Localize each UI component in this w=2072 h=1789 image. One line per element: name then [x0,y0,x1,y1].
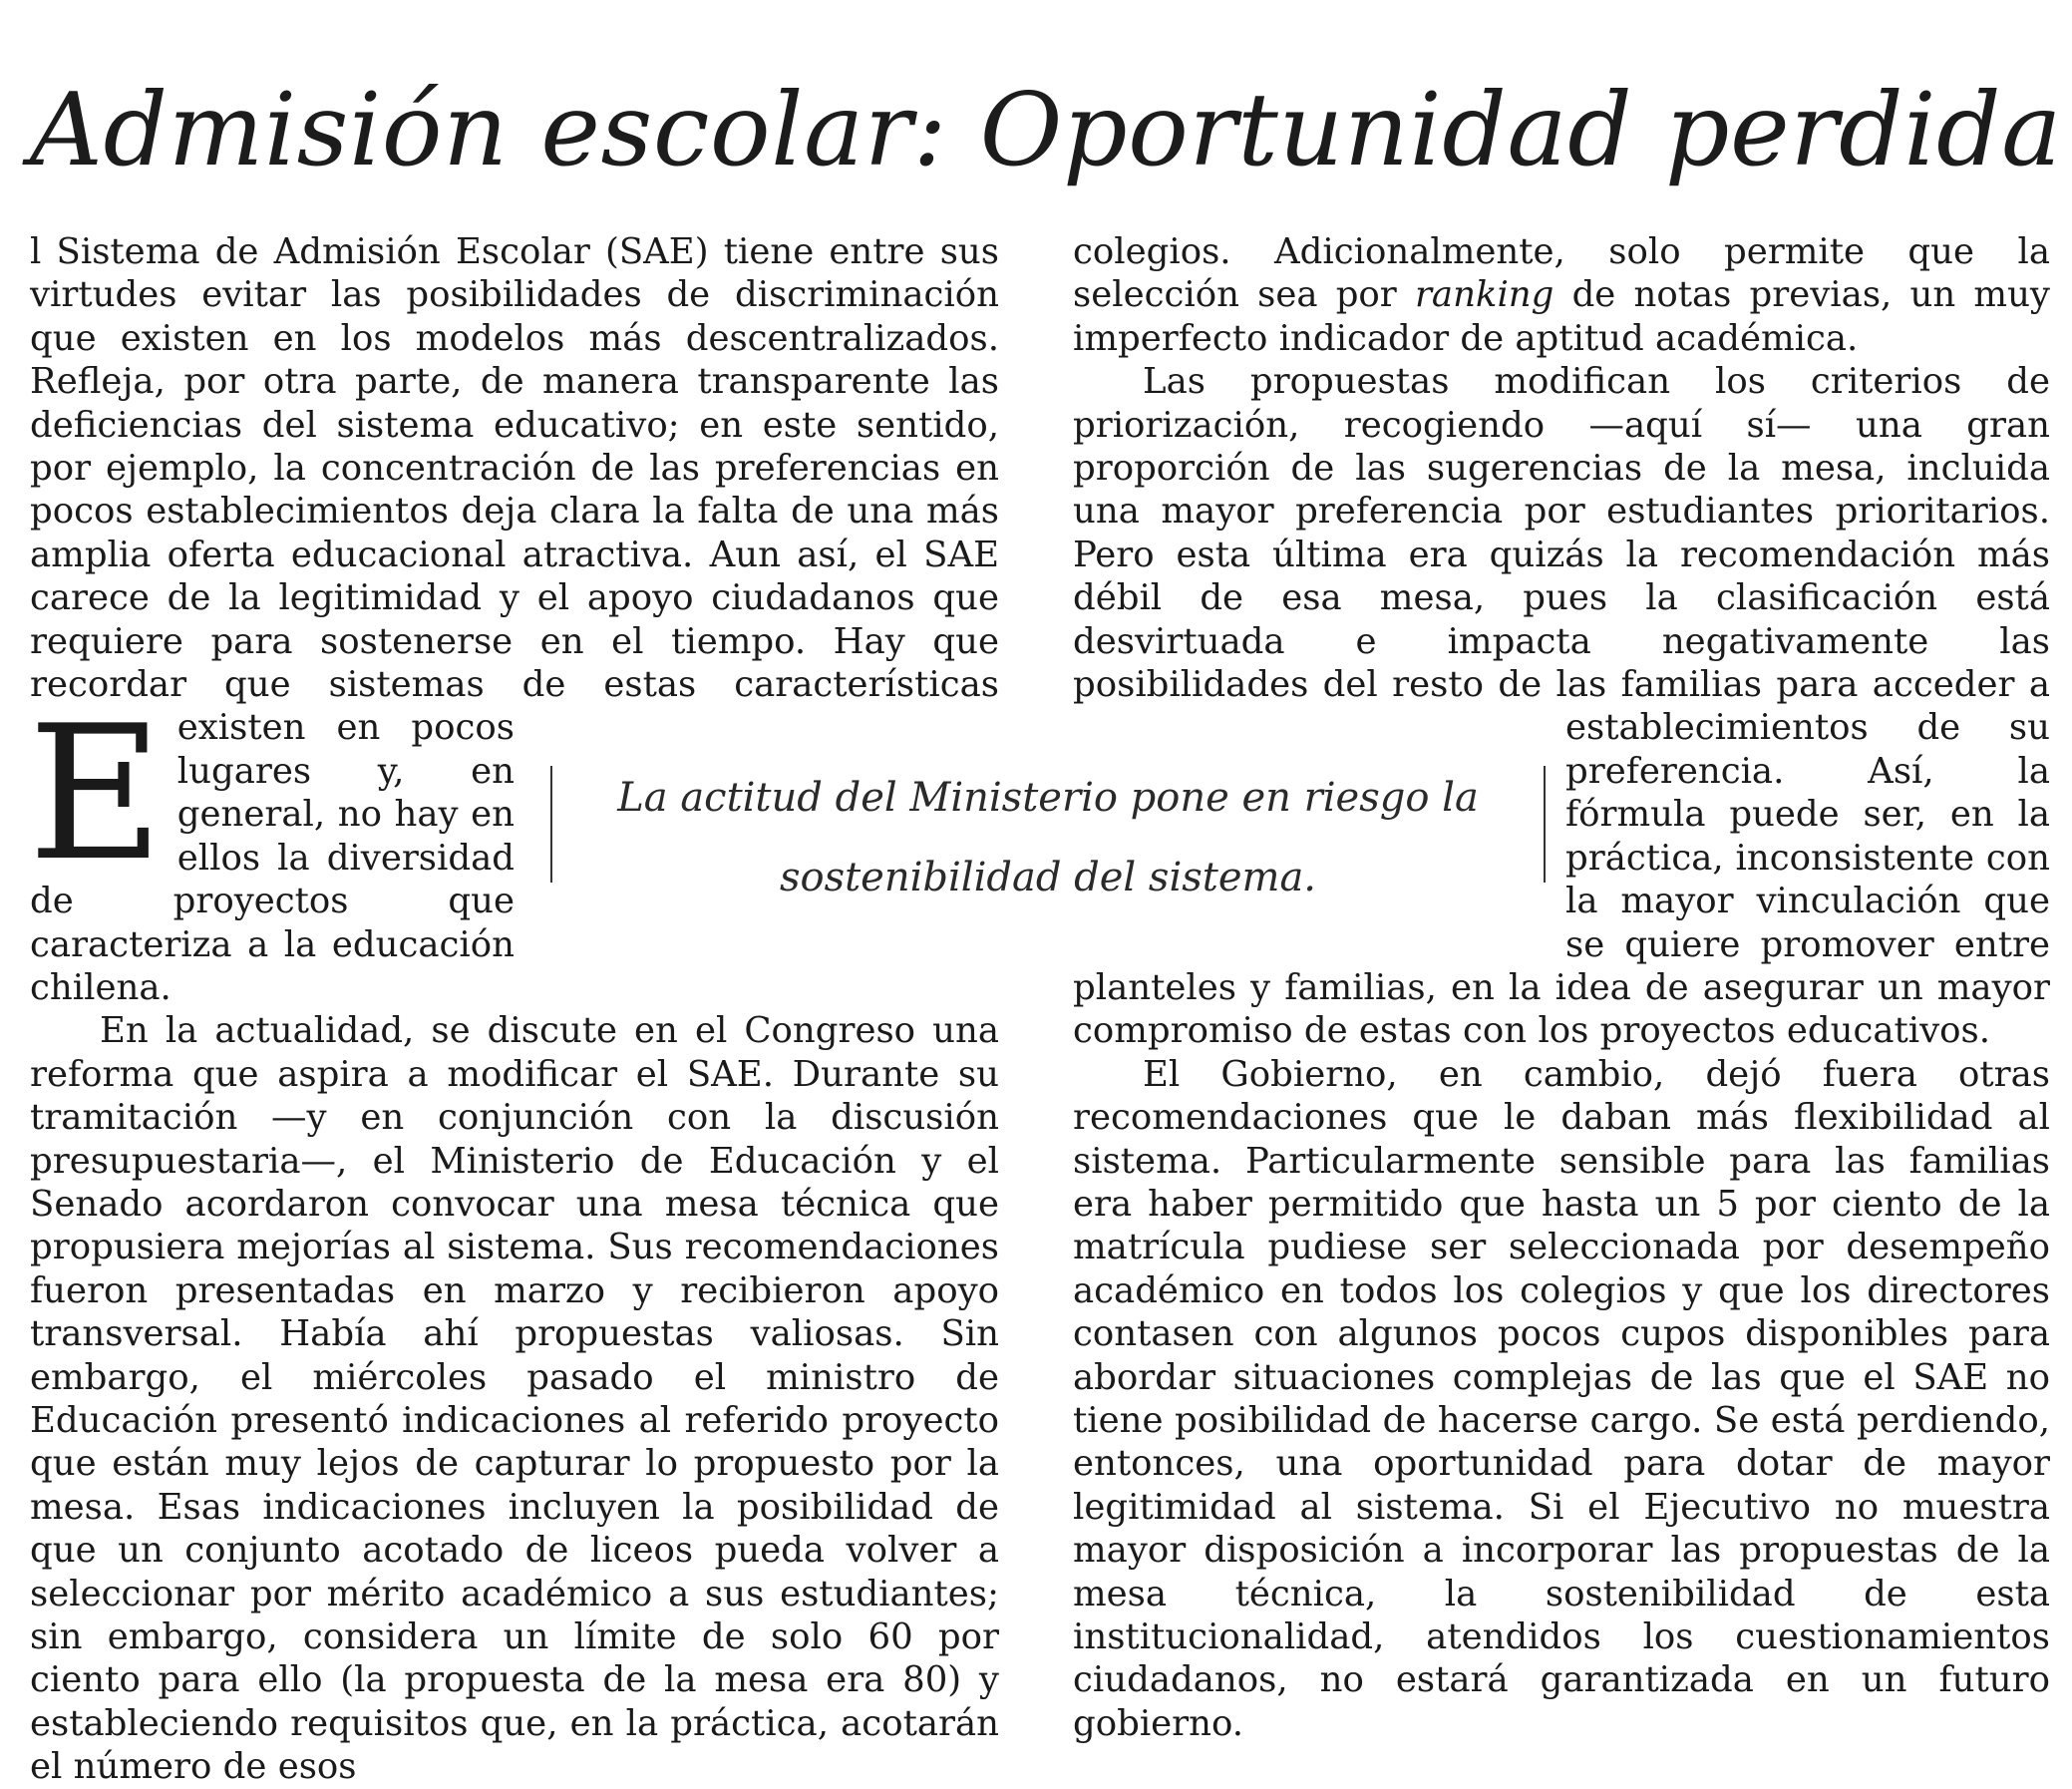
pull-quote: La actitud del Ministerio pone en riesgo la sostenibilidad del sistema. [617,775,1479,900]
emphasis: ranking [1414,274,1554,316]
headline: Admisión escolar: Oportunidad perdida [30,71,2062,188]
left-column [30,230,999,1789]
paragraph: El Gobierno, en cambio, dejó fuera otras recomendaciones que le daban más flexibilidad al sistema. Particularmente sensible para las familias era haber permitido que hasta un 5 por ciento de la matrícula pudiese ser seleccionada por desempeño académico en todos los colegios y que los directores contasen con algunos pocos cupos disponibles para abordar situaciones complejas de las que el SAE no tiene posibilidad de hacerse cargo. Se está perdiendo, entonces, una oportunidad para dotar de mayor legitimidad al sistema. Si el Ejecutivo no muestra mayor disposición a incorporar las propuestas de la mesa técnica, la sostenibilidad de esta institucionalidad, atendidos los cuestionamientos ciudadanos, no estará garantizada en un futuro gobierno. [1073,1053,2050,1744]
paragraph-text: l Sistema de Admisión Escolar (SAE) tiene entre sus virtudes evitar las posibilidades de discriminación que existen en los modelos más descentralizados. Refleja, por otra parte, de manera transparente las deficiencias del sistema educativo; en este sentido, por ejemplo, la concentración de las preferencias en pocos establecimientos deja clara la falta de una más amplia oferta educacional atractiva. Aun así, el SAE carece de la legitimidad y el apoyo ciudadanos que requiere para sostenerse en el tiempo. Hay que recordar que sistemas de estas características existen en pocos lugares y, en general, no hay en ellos la diversidad de proyectos que caracteriza a la educación chilena. [30,231,999,1008]
paragraph-text: de notas previas, un muy imperfecto indicador de aptitud académica. [1073,274,2050,359]
paragraph: En la actualidad, se discute en el Congreso una reforma que aspira a modificar el SAE. Durante su tramitación —y en conjunción con la discusión presupuestaria—, el Ministerio de Educación y el Senado acordaron convocar una mesa técnica que propusiera mejorías al sistema. Sus recomendaciones fueron presentadas en marzo y recibieron apoyo transversal. Había ahí propuestas valiosas. Sin embargo, el miércoles pasado el ministro de Educación presentó indicaciones al referido proyecto que están muy lejos de capturar lo propuesto por la mesa. Esas indicaciones incluyen la posibilidad de que un conjunto acotado de liceos pueda volver a seleccionar por mérito académico a sus estudiantes; sin embargo, considera un límite de solo 60 por ciento para ello (la propuesta de la mesa era 80) y estableciendo requisitos que, en la práctica, acotarán el número de esos [30,1010,999,1788]
pull-quote-rule [1544,766,1546,883]
pull-quote-rule [550,766,552,883]
drop-cap: E [28,685,164,901]
paragraph-text: colegios. Adicionalmente, solo permite que la selección sea por [1073,231,2050,316]
right-column [1073,230,2050,1745]
paragraph [1073,230,2050,360]
paragraph: Las propuestas modifican los criterios de priorización, recogiendo —aquí sí— una gran proporción de las sugerencias de la mesa, incluida una mayor preferencia por estudiantes prioritarios. Pero esta última era quizás la recomendación más débil de esa mesa, pues la clasificación está desvirtuada e impacta negativamente las posibilidades del resto de las familias para acceder a establecimientos de su preferencia. Así, la fórmula puede ser, en la práctica, inconsistente con la mayor vinculación que se quiere promover entre planteles y familias, en la idea de asegurar un mayor compromiso de estas con los proyectos educativos. [1073,361,2050,1052]
